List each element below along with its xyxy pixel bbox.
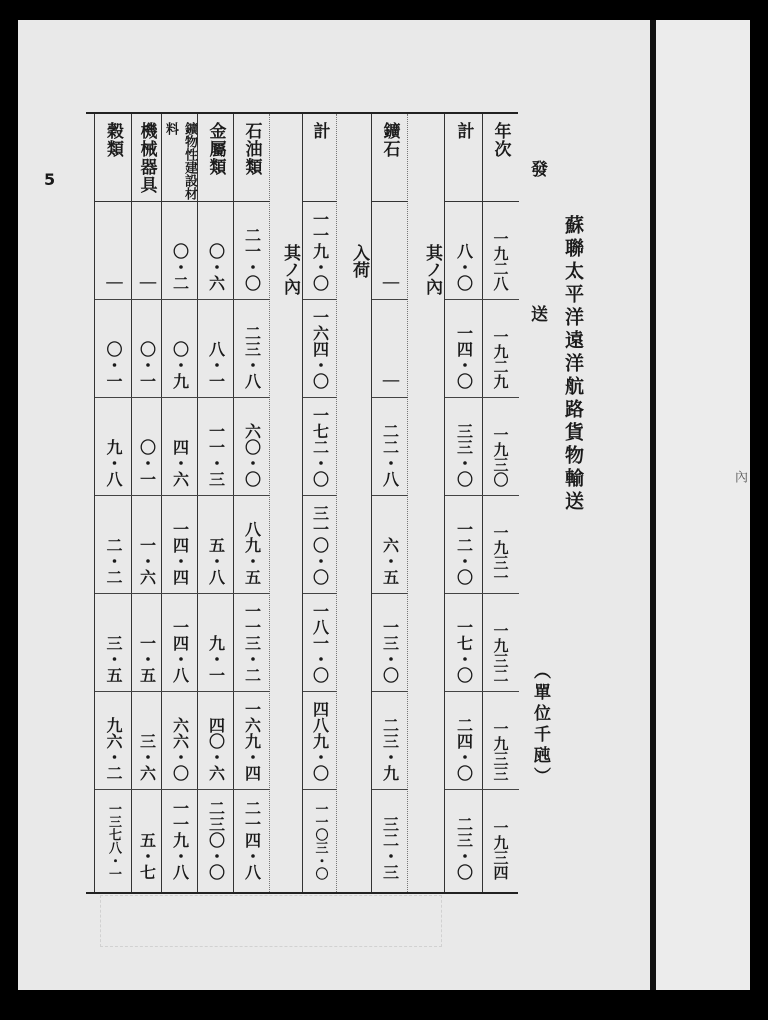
column-6 — [233, 114, 270, 892]
section-outbound: 發 — [527, 160, 547, 181]
table-cell: 二一四・八 — [242, 800, 262, 880]
table-cell: 一八一・〇 — [303, 594, 337, 692]
table-cell: 一四・八 — [162, 594, 198, 692]
table-cell: 三・六 — [132, 692, 162, 790]
table-cell: 〇・九 — [162, 300, 198, 398]
column-header: 鑛物性建設材料 — [162, 114, 198, 202]
year-cell: 一九三三 — [483, 692, 519, 790]
year-cell: 一九二八 — [483, 202, 519, 300]
table-cell: 〇・二 — [162, 202, 198, 300]
table-cell: 二四・〇 — [445, 692, 483, 790]
unit-note: （單位千瓲） — [530, 662, 550, 788]
column-1 — [407, 114, 445, 892]
header-year: 年次 — [483, 114, 519, 202]
table-cell: 一一三・二 — [234, 594, 270, 692]
table-cell: 一一九・八 — [170, 800, 190, 880]
group-label: 其ノ內 — [422, 244, 442, 295]
table-cell: 一六四・〇 — [303, 300, 337, 398]
year-cell: 一九二九 — [483, 300, 519, 398]
column-3 — [336, 114, 372, 892]
table-cell: 五・七 — [137, 832, 157, 880]
table-cell: 〇・六 — [198, 202, 234, 300]
column-years — [482, 114, 519, 892]
table-cell: 八・一 — [198, 300, 234, 398]
table-cell: 三三・〇 — [445, 398, 483, 496]
table-cell: 六・五 — [372, 496, 408, 594]
group-label: 入荷 — [349, 244, 369, 278]
table-cell: 二三・〇 — [454, 816, 474, 880]
table-cell: 一四・四 — [162, 496, 198, 594]
table-cell: 九六・二 — [95, 692, 132, 790]
freight-table — [86, 112, 518, 894]
table-cell: 一・五 — [132, 594, 162, 692]
column-7 — [197, 114, 234, 892]
year-cell: 一九三二 — [483, 594, 519, 692]
column-header: 穀類 — [95, 114, 132, 202]
section-outbound-2: 送 — [527, 305, 547, 326]
year-cell: 一九三〇 — [483, 398, 519, 496]
table-cell: 一七二・〇 — [303, 398, 337, 496]
table-cell: 一一〇三・〇 — [312, 802, 328, 880]
table-cell: 二一・〇 — [234, 202, 270, 300]
table-cell: 九・一 — [198, 594, 234, 692]
table-cell: 三・五 — [95, 594, 132, 692]
table-cell: ｜ — [95, 202, 132, 300]
table-cell: 四八九・〇 — [303, 692, 337, 790]
column-header: 金屬類 — [198, 114, 234, 202]
table-cell: 〇・一 — [132, 300, 162, 398]
column-header: 機械器具 — [132, 114, 162, 202]
table-cell: 一四・〇 — [445, 300, 483, 398]
year-cell: 一九三四 — [491, 820, 510, 880]
table-cell: 八九・五 — [234, 496, 270, 594]
table-cell: 八・〇 — [445, 202, 483, 300]
table-cell: 一三七八・一 — [106, 802, 121, 880]
column-5 — [269, 114, 303, 892]
table-cell: 六〇・〇 — [234, 398, 270, 496]
table-cell: 二三〇・〇 — [206, 800, 226, 880]
column-2 — [371, 114, 408, 892]
table-cell: 一七・〇 — [445, 594, 483, 692]
column-4 — [302, 114, 337, 892]
group-label: 其ノ內 — [280, 244, 300, 295]
page-number: 5 — [44, 170, 56, 189]
table-cell: ｜ — [372, 202, 408, 300]
table-cell: 二二・八 — [372, 398, 408, 496]
table-cell: 一一九・〇 — [303, 202, 337, 300]
table-cell: 二三・九 — [372, 692, 408, 790]
table-cell: 四〇・六 — [198, 692, 234, 790]
column-0 — [444, 114, 483, 892]
column-10 — [94, 114, 132, 892]
table-cell: 〇・一 — [132, 398, 162, 496]
column-header: 鑛石 — [372, 114, 408, 202]
column-header: 計 — [445, 114, 483, 202]
table-cell: 四・六 — [162, 398, 198, 496]
side-note: 內 — [732, 470, 747, 487]
table-cell: 一一・三 — [198, 398, 234, 496]
table-cell: 一二・〇 — [445, 496, 483, 594]
year-cell: 一九三一 — [483, 496, 519, 594]
table-cell: 五・八 — [198, 496, 234, 594]
faint-bleed-through — [100, 895, 442, 947]
table-cell: 三二・三 — [380, 816, 400, 880]
column-header: 計 — [303, 114, 337, 202]
table-cell: 一六九・四 — [234, 692, 270, 790]
table-cell: 一三・〇 — [372, 594, 408, 692]
document-title: 蘇聯太平洋遠洋航路貨物輸送 — [562, 215, 584, 514]
column-header: 石油類 — [234, 114, 270, 202]
table-cell: 〇・一 — [95, 300, 132, 398]
table-cell: 二・二 — [95, 496, 132, 594]
table-cell: 九・八 — [95, 398, 132, 496]
table-cell: 六六・〇 — [162, 692, 198, 790]
table-cell: ｜ — [132, 202, 162, 300]
table-cell: 二三・八 — [234, 300, 270, 398]
table-cell: ｜ — [372, 300, 408, 398]
table-cell: 一・六 — [132, 496, 162, 594]
table-cell: 三一〇・〇 — [303, 496, 337, 594]
column-8 — [161, 114, 198, 892]
column-9 — [131, 114, 162, 892]
adjacent-page — [656, 20, 750, 990]
